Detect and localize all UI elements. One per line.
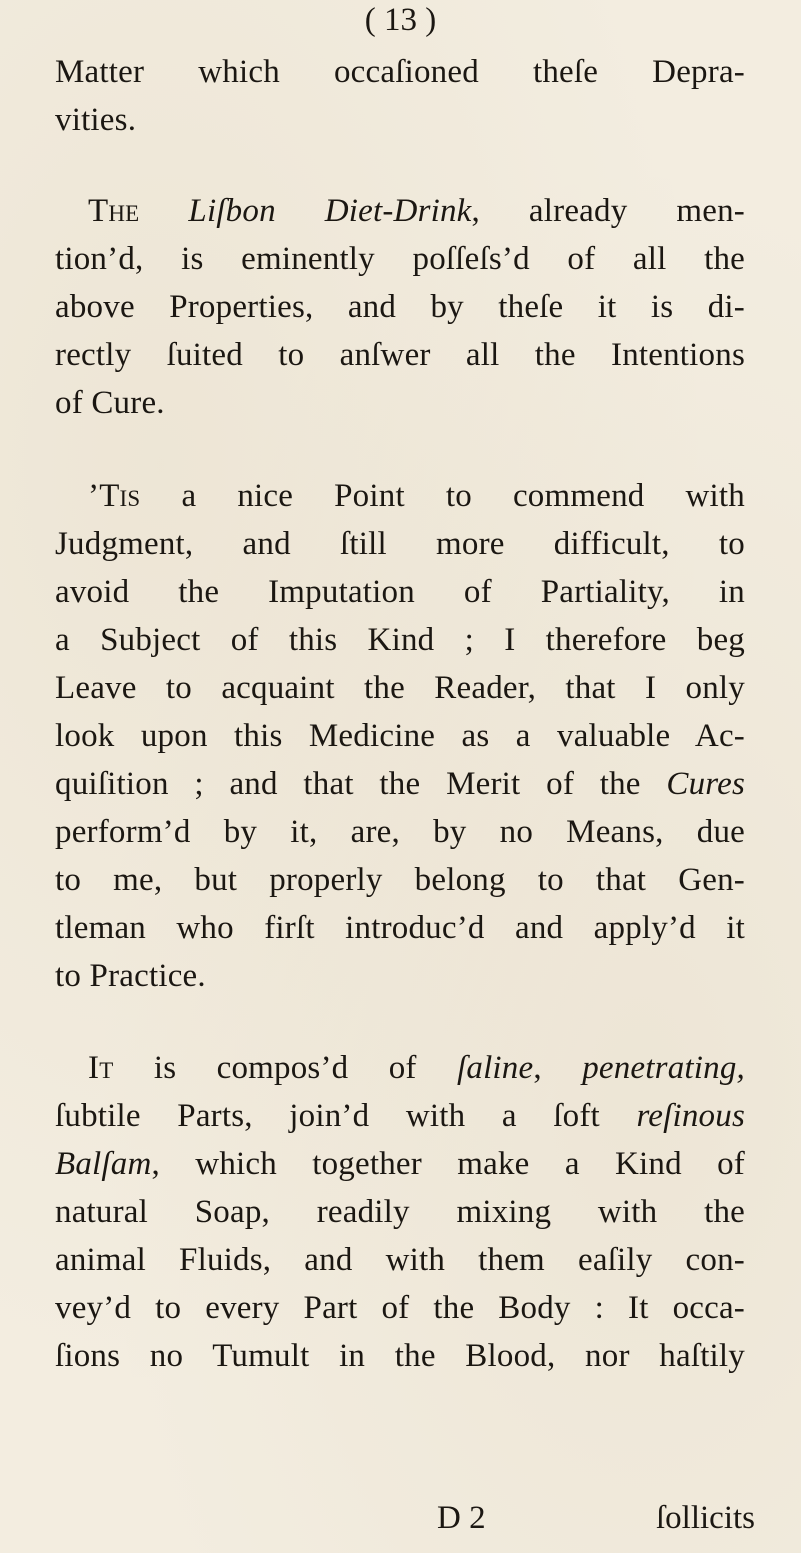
text-line: ſions no Tumult in the Blood, nor haſtily <box>55 1338 745 1374</box>
text-line: Leave to acquaint the Reader, that I only <box>55 670 745 706</box>
text-line: to me, but properly belong to that Gen- <box>55 862 745 898</box>
text-line: above Properties, and by theſe it is di- <box>55 289 745 325</box>
text-line: vey’d to every Part of the Body : It occa- <box>55 1290 745 1326</box>
lead-word: It <box>88 1050 114 1086</box>
text-line: to Practice. <box>55 958 206 994</box>
page-number: ( 13 ) <box>364 2 437 38</box>
text-line: tion’d, is eminently poſſeſs’d of all the <box>55 241 745 277</box>
text-line: ’Tis a nice Point to commend with <box>88 478 745 514</box>
footer-row <box>0 1498 801 1538</box>
signature-mark: D 2 <box>437 1500 486 1536</box>
text-line: The Liſbon Diet-Drink, already men- <box>88 193 745 229</box>
text-line: quiſition ; and that the Merit of the Cures <box>55 766 745 802</box>
text-line: perform’d by it, are, by no Means, due <box>55 814 745 850</box>
text-line: Judgment, and ſtill more difficult, to <box>55 526 745 562</box>
text-line: animal Fluids, and with them eaſily con- <box>55 1242 745 1278</box>
text-line: of Cure. <box>55 385 165 421</box>
text-line: tleman who firſt introduc’d and apply’d it <box>55 910 745 946</box>
text-line: ſubtile Parts, join’d with a ſoft reſinous <box>55 1098 745 1134</box>
italic-phrase: Liſbon Diet-Drink <box>188 193 472 229</box>
lead-word: The <box>88 193 140 229</box>
italic-word: Cures <box>666 766 745 802</box>
text-line: Matter which occaſioned theſe Depra- <box>55 54 745 90</box>
text-line: natural Soap, readily mixing with the <box>55 1194 745 1230</box>
text-line: avoid the Imputation of Partiality, in <box>55 574 745 610</box>
text-line: vities. <box>55 102 137 138</box>
catchword: ſollicits <box>656 1500 755 1536</box>
text-line: rectly ſuited to anſwer all the Intentions <box>55 337 745 373</box>
text-line: look upon this Medicine as a valuable Ac- <box>55 718 745 754</box>
text-line: Balſam, which together make a Kind of <box>55 1146 745 1182</box>
lead-word: ’Tis <box>88 478 141 514</box>
text-line: a Subject of this Kind ; I therefore beg <box>55 622 745 658</box>
text-line: It is compos’d of ſaline, penetrating, <box>88 1050 745 1086</box>
